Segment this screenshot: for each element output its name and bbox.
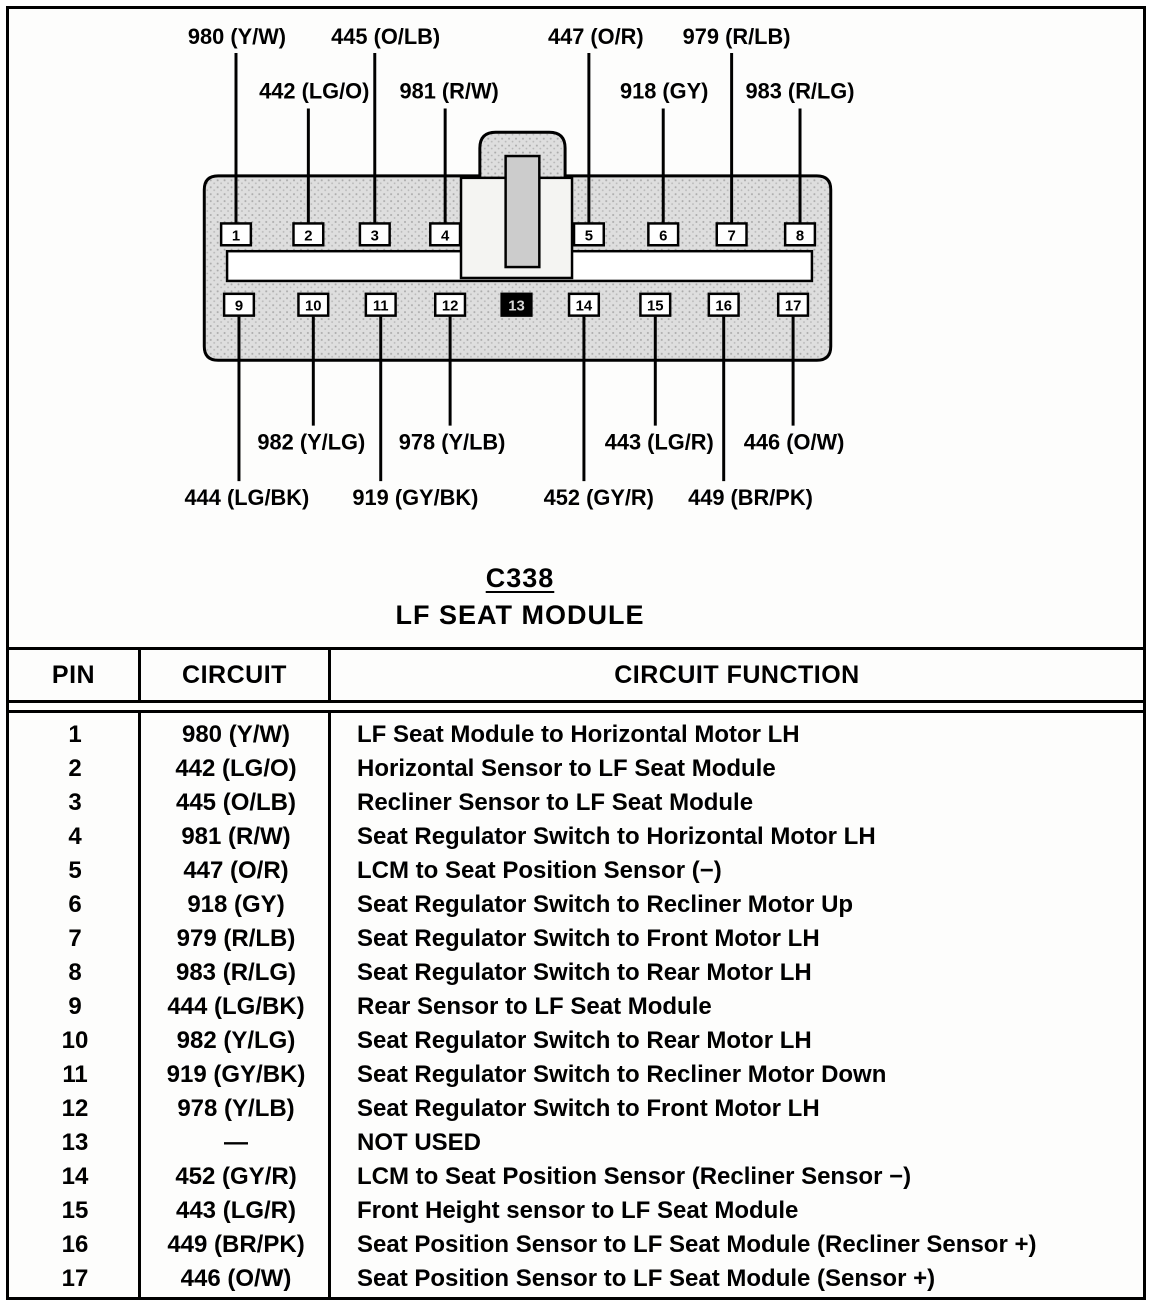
connector-key (506, 156, 540, 267)
pin-12-number: 12 (441, 298, 459, 315)
circuit-cell: 979 (R/LB) (176, 925, 296, 952)
connector-diagram-svg (9, 9, 1143, 537)
pin-table-header (9, 647, 1143, 703)
circuit-cell: 445 (O/LB) (175, 789, 297, 816)
table-row (9, 1160, 1143, 1194)
wire-label-449: 449 (BR/PK) (688, 484, 813, 510)
pin-9-number: 9 (234, 298, 244, 315)
title-block (9, 563, 1143, 631)
pin-cell: 16 (61, 1231, 89, 1258)
circuit-cell: 980 (Y/W) (181, 721, 291, 748)
table-row (9, 752, 1143, 786)
circuit-cell: 443 (LG/R) (175, 1197, 297, 1224)
wire-label-447: 447 (O/R) (547, 24, 644, 50)
circuit-cell: 918 (GY) (187, 891, 285, 918)
connector-title: LF SEAT MODULE (395, 600, 645, 630)
pin-3-number: 3 (370, 228, 379, 245)
circuit-cell: 982 (Y/LG) (176, 1027, 296, 1054)
table-divider-2 (328, 713, 331, 1300)
table-row (9, 1126, 1143, 1160)
pin-cell: 14 (61, 1163, 89, 1190)
function-cell: Seat Regulator Switch to Recliner Motor Down (357, 1061, 887, 1088)
pin-14-number: 14 (575, 298, 593, 315)
table-row (9, 1262, 1143, 1296)
wire-label-442: 442 (LG/O) (259, 78, 370, 104)
pin-2-number: 2 (304, 228, 313, 245)
wire-label-978: 978 (Y/LB) (398, 429, 506, 455)
header-circuit: CIRCUIT (141, 650, 331, 700)
pin-4-number: 4 (441, 228, 450, 245)
pin-15-number: 15 (647, 298, 664, 315)
pin-cell: 4 (68, 823, 82, 850)
pin-cell: 3 (68, 789, 82, 816)
table-row (9, 1024, 1143, 1058)
pin-cell: 5 (68, 857, 82, 884)
table-row (9, 786, 1143, 820)
wire-label-445: 445 (O/LB) (331, 24, 441, 50)
wire-label-981: 981 (R/W) (399, 78, 499, 104)
circuit-cell: 919 (GY/BK) (166, 1061, 306, 1088)
pin-cell: 1 (68, 721, 82, 748)
table-row (9, 1194, 1143, 1228)
wire-label-983: 983 (R/LG) (745, 78, 855, 104)
pin-cell: 12 (61, 1095, 89, 1122)
pin-cell: 2 (68, 755, 82, 782)
function-cell: LCM to Seat Position Sensor (−) (357, 857, 722, 884)
function-cell: LF Seat Module to Horizontal Motor LH (357, 721, 800, 748)
circuit-cell: 446 (O/W) (180, 1265, 292, 1292)
circuit-cell: 978 (Y/LB) (177, 1095, 295, 1122)
wire-label-980: 980 (Y/W) (187, 24, 287, 50)
pin-5-number: 5 (584, 228, 594, 245)
circuit-cell: 981 (R/W) (181, 823, 291, 850)
function-cell: Recliner Sensor to LF Seat Module (357, 789, 754, 816)
header-function: CIRCUIT FUNCTION (614, 661, 860, 689)
function-cell: Seat Regulator Switch to Recliner Motor Up (357, 891, 854, 918)
circuit-cell: — (224, 1129, 248, 1156)
wire-label-452: 452 (GY/R) (543, 484, 654, 510)
function-cell: Seat Regulator Switch to Front Motor LH (357, 1095, 820, 1122)
pin-cell: 10 (61, 1027, 89, 1054)
function-cell: Seat Regulator Switch to Rear Motor LH (357, 959, 812, 986)
table-divider-1 (138, 713, 141, 1300)
pin-10-number: 10 (305, 298, 322, 315)
connector-id: C338 (485, 563, 555, 593)
table-row (9, 990, 1143, 1024)
wire-label-919: 919 (GY/BK) (352, 484, 479, 510)
pin-8-number: 8 (795, 228, 805, 245)
pin-cell: 15 (61, 1197, 89, 1224)
wire-label-982: 982 (Y/LG) (257, 429, 366, 455)
circuit-cell: 452 (GY/R) (175, 1163, 297, 1190)
table-row (9, 1058, 1143, 1092)
function-cell: Seat Regulator Switch to Rear Motor LH (357, 1027, 812, 1054)
table-row (9, 1092, 1143, 1126)
table-row (9, 1228, 1143, 1262)
wire-label-444: 444 (LG/BK) (184, 484, 310, 510)
circuit-cell: 442 (LG/O) (175, 755, 297, 782)
pin-7-number: 7 (727, 228, 736, 245)
wire-label-979: 979 (R/LB) (682, 24, 791, 50)
function-cell: Seat Regulator Switch to Front Motor LH (357, 925, 820, 952)
pin-cell: 11 (62, 1061, 88, 1088)
function-cell: LCM to Seat Position Sensor (Recliner Sensor −) (357, 1163, 912, 1190)
pin-6-number: 6 (659, 228, 668, 245)
pin-cell: 8 (68, 959, 82, 986)
pin-1-number: 1 (231, 228, 241, 245)
function-cell: Horizontal Sensor to LF Seat Module (357, 755, 776, 782)
function-cell: Rear Sensor to LF Seat Module (357, 993, 712, 1020)
table-row (9, 922, 1143, 956)
pin-17-number: 17 (784, 298, 802, 315)
wire-label-446: 446 (O/W) (743, 429, 845, 455)
circuit-cell: 449 (BR/PK) (167, 1231, 305, 1258)
wire-label-443: 443 (LG/R) (604, 429, 714, 455)
pin-11-number: 11 (372, 298, 389, 315)
table-row (9, 820, 1143, 854)
table-row (9, 718, 1143, 752)
function-cell: Front Height sensor to LF Seat Module (357, 1197, 799, 1224)
pin-cell: 17 (61, 1265, 89, 1292)
connector-diagram (9, 9, 1143, 537)
header-pin: PIN (9, 650, 141, 700)
table-row (9, 854, 1143, 888)
wire-label-918: 918 (GY) (620, 78, 709, 104)
circuit-cell: 444 (LG/BK) (167, 993, 305, 1020)
circuit-cell: 983 (R/LG) (175, 959, 297, 986)
function-cell: NOT USED (357, 1129, 482, 1156)
circuit-cell: 447 (O/R) (183, 857, 289, 884)
pin-table-body (9, 710, 1143, 1300)
pin-cell: 13 (61, 1129, 89, 1156)
function-cell: Seat Regulator Switch to Horizontal Motor LH (357, 823, 876, 850)
pin-cell: 9 (68, 993, 82, 1020)
pin-cell: 6 (68, 891, 82, 918)
function-cell: Seat Position Sensor to LF Seat Module (Recliner Sensor +) (357, 1231, 1037, 1258)
table-row (9, 956, 1143, 990)
table-row (9, 888, 1143, 922)
function-cell: Seat Position Sensor to LF Seat Module (Sensor +) (357, 1265, 936, 1292)
pin-16-number: 16 (715, 298, 732, 315)
manual-page (6, 6, 1146, 1300)
pin-13-number: 13 (508, 298, 525, 315)
pin-cell: 7 (68, 925, 82, 952)
